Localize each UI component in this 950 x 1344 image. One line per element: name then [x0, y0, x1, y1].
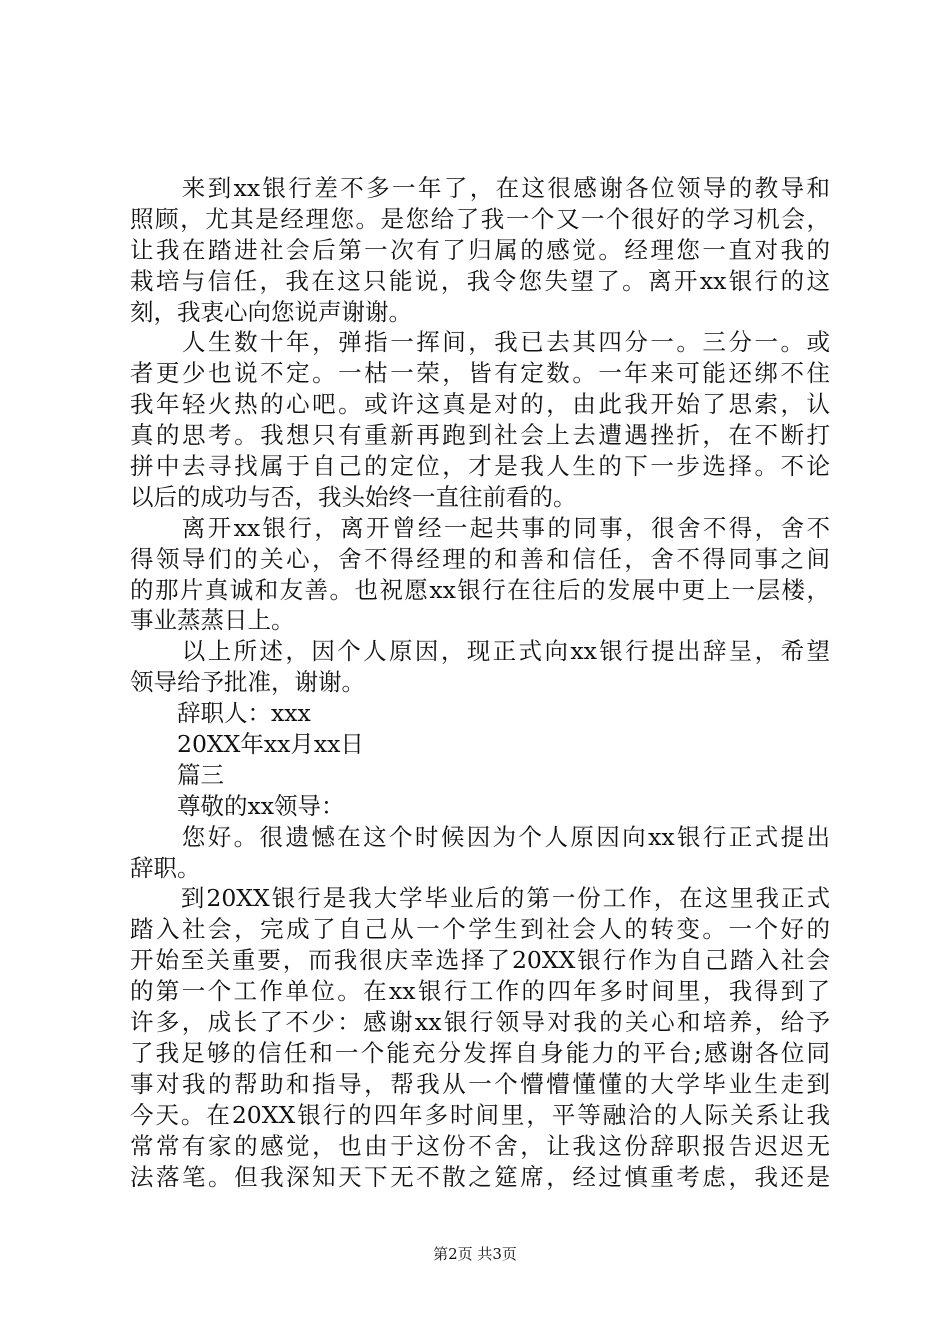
text-line: 的第一个工作单位。在xx银行工作的四年多时间里，我得到了 — [130, 977, 830, 1006]
text-line: 到20XX银行是我大学毕业后的第一份工作，在这里我正式 — [130, 884, 830, 913]
text-line: 辞职。 — [130, 853, 201, 882]
text-line: 以后的成功与否，我头始终一直往前看的。 — [130, 482, 577, 511]
text-line: 得领导们的关心，舍不得经理的和善和信任，舍不得同事之间 — [130, 544, 830, 573]
text-line: 法落笔。但我深知天下无不散之筵席，经过慎重考虑，我还是 — [130, 1162, 830, 1191]
text-line: 人生数十年，弹指一挥间，我已去其四分一。三分一。或 — [130, 328, 830, 357]
text-line: 尊敬的xx领导： — [130, 791, 345, 820]
text-line: 了我足够的信任和一个能充分发挥自身能力的平台;感谢各位同 — [130, 1038, 830, 1067]
text-line: 今天。在20XX银行的四年多时间里，平等融洽的人际关系让我 — [130, 1100, 830, 1129]
text-line: 的那片真诚和友善。也祝愿xx银行在往后的发展中更上一层楼， — [130, 575, 830, 604]
text-line: 事业蒸蒸日上。 — [130, 606, 295, 635]
text-line: 刻，我衷心向您说声谢谢。 — [130, 297, 412, 326]
text-line: 常常有家的感觉，也由于这份不舍，让我这份辞职报告迟迟无 — [130, 1131, 830, 1160]
text-line: 篇三 — [130, 760, 224, 789]
text-line: 拼中去寻找属于自己的定位，才是我人生的下一步选择。不论 — [130, 452, 830, 481]
text-line: 开始至关重要，而我很庆幸选择了20XX银行作为自己踏入社会 — [130, 946, 830, 975]
text-line: 让我在踏进社会后第一次有了归属的感觉。经理您一直对我的 — [130, 235, 830, 264]
text-line: 事对我的帮助和指导，帮我从一个懵懵懂懂的大学毕业生走到 — [130, 1069, 830, 1098]
text-line: 者更少也说不定。一枯一荣，皆有定数。一年来可能还绑不住 — [130, 359, 830, 388]
text-line: 离开xx银行，离开曾经一起共事的同事，很舍不得，舍不 — [130, 513, 830, 542]
text-line: 许多，成长了不少：感谢xx银行领导对我的关心和培养，给予 — [130, 1008, 830, 1037]
text-line: 来到xx银行差不多一年了，在这很感谢各位领导的教导和 — [130, 174, 830, 202]
text-line: 真的思考。我想只有重新再跑到社会上去遭遇挫折，在不断打 — [130, 421, 830, 450]
text-line: 栽培与信任，我在这只能说，我令您失望了。离开xx银行的这 — [130, 266, 830, 295]
text-line: 辞职人：xxx — [130, 699, 311, 728]
text-line: 领导给予批准，谢谢。 — [130, 668, 365, 697]
document-body — [130, 173, 830, 1192]
text-line: 踏入社会，完成了自己从一个学生到社会人的转变。一个好的 — [130, 915, 830, 944]
text-line: 20XX年xx月xx日 — [130, 730, 364, 759]
page-footer: 第2页 共3页 — [433, 1245, 517, 1263]
text-line: 您好。很遗憾在这个时候因为个人原因向xx银行正式提出 — [130, 822, 830, 851]
text-line: 以上所述，因个人原因，现正式向xx银行提出辞呈，希望 — [130, 637, 830, 666]
text-line: 照顾，尤其是经理您。是您给了我一个又一个很好的学习机会， — [130, 204, 830, 233]
text-line: 我年轻火热的心吧。或许这真是对的，由此我开始了思索，认 — [130, 390, 830, 419]
